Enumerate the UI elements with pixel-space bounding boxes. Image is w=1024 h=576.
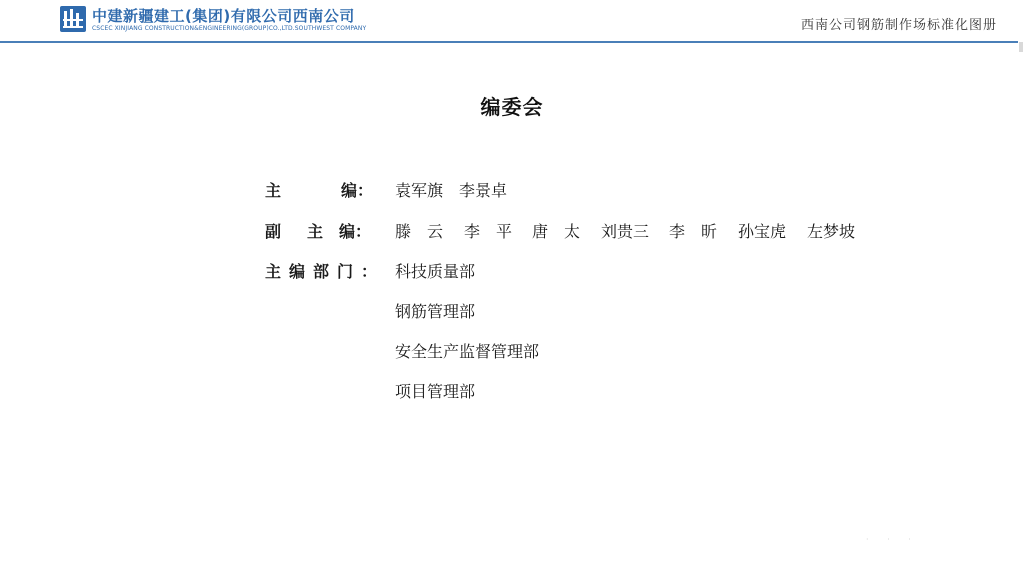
department-label: 主编部门： <box>265 262 386 281</box>
scrollbar-thumb[interactable] <box>1019 42 1023 52</box>
chief-editor-label: 主 编： <box>265 181 374 200</box>
deputy-name: 孙宝虎 <box>738 222 787 241</box>
deputy-name: 李 昕 <box>669 222 718 241</box>
deputy-name: 唐 太 <box>532 222 581 241</box>
page-footer-mark: · · · <box>866 535 919 544</box>
deputy-editor-label: 副 主 编： <box>265 222 372 241</box>
department-item: 科技质量部 <box>395 262 476 281</box>
department-item: 项目管理部 <box>395 382 476 401</box>
chief-editor-names: 袁军旗 李景卓 <box>395 181 508 200</box>
deputy-name: 李 平 <box>464 222 513 241</box>
document-title: 西南公司钢筋制作场标准化图册 <box>800 18 997 33</box>
department-item: 安全生产监督管理部 <box>395 342 540 361</box>
department-item: 钢筋管理部 <box>395 302 476 321</box>
company-name-en: CSCEC XINJIANG CONSTRUCTION&ENGINEERING(GROUP)CO.,LTD.SOUTHWEST COMPANY <box>92 25 367 32</box>
page-header <box>0 0 1024 44</box>
header-divider <box>0 41 1018 43</box>
deputy-name: 刘贵三 <box>601 222 650 241</box>
page-title: 编委会 <box>480 95 544 119</box>
company-name-cn: 中建新疆建工(集团)有限公司西南公司 <box>92 7 355 25</box>
deputy-name: 滕 云 <box>395 222 444 241</box>
company-logo-icon <box>60 6 86 32</box>
deputy-name: 左梦坡 <box>807 222 856 241</box>
